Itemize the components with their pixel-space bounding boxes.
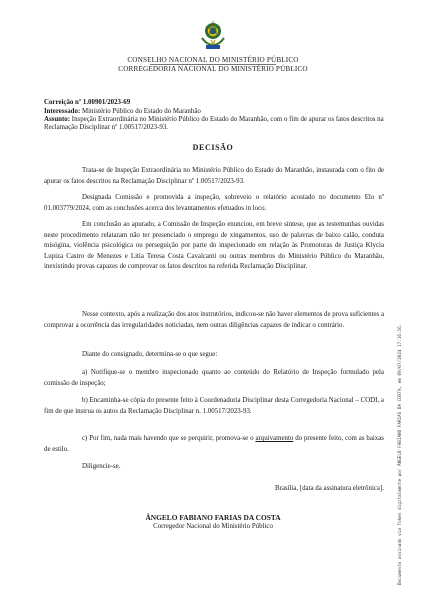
- organization-subunit: CORREGEDORIA NACIONAL DO MINISTÉRIO PÚBLICO: [118, 65, 308, 73]
- paragraph-context: Nesse contexto, após a realização dos atos instrutórios, indicou-se não haver elementos de prova suficientes a comprovar a ocorrência das irregularidades noticiadas, nem outras diligências capazes de indicar o contrário.: [44, 311, 384, 329]
- document-title: DECISÃO: [192, 143, 234, 152]
- interested-party: Interessado: Ministério Público do Estado do Maranhão: [44, 108, 201, 115]
- archiving-term: arquivamento: [255, 435, 294, 442]
- place-date: Brasília, [data da assinatura eletrônica].: [274, 485, 384, 492]
- paragraph-commission: Designada Comissão e promovida a inspeção, sobreveio o relatório acostado no documento Elo nº 01.003779/2024, com as conclusões acerca dos levantamentos efetuados in loco.: [44, 194, 384, 212]
- signatory-name: ÂNGELO FABIANO FARIAS DA COSTA: [145, 513, 281, 522]
- case-number: Correição nº 1.00901/2023-69: [44, 99, 131, 106]
- coat-of-arms-icon: [198, 18, 228, 52]
- digital-signature-note: Documento assinado via Token digitalmente por ÂNGELO FABIANO FARIAS DA COSTA, em 09/07/2024 17:16:16.: [398, 323, 403, 585]
- item-b: b) Encaminha-se cópia do presente feito à Coordenadoria Disciplinar desta Corregedoria Nacional – CODI, a fim de que instrua os autos da Reclamação Disciplinar n. 1.00517/2023-93.: [44, 397, 384, 415]
- subject: Assunto: Inspeção Extraordinária no Ministério Público do Estado do Maranhão, com o fim de apurar os fatos descritos na Reclamação Disciplinar nº 1.00517/2023-93.: [44, 116, 384, 132]
- organization-name: CONSELHO NACIONAL DO MINISTÉRIO PÚBLICO: [127, 56, 299, 64]
- paragraph-conclusion: Em conclusão ao apurado, a Comissão de Inspeção enunciou, em breve síntese, que as testemunhas ouvidas neste procedimento relataram não ter presenciado o emprego de xingamentos, uso de palavras de baixo calão, conduta misógina, violência psicológica ou perseguição por parte do inspecionado em relação às Promotoras de Justiça Klycia Lupiza Castro de Menezes e Litia Teresa Costa Cavalcanti ou outras membros do Ministério Público do Maranhão, inexistindo provas capazes de comprovar os fatos descritos na referida Reclamação Disciplinar.: [44, 221, 384, 271]
- closing-line: Diligencie-se.: [82, 463, 121, 470]
- paragraph-intro: Trata-se de Inspeção Extraordinária no Ministério Público do Estado do Maranhão, instaurada com o fito de apurar os fatos descritos na Reclamação Disciplinar nº 1.00517/2023-93.: [44, 167, 384, 185]
- item-a: a) Notifique-se o membro inspecionado quanto ao conteúdo do Relatório de Inspeção formulado pela comissão de inspeção;: [44, 369, 384, 387]
- signatory-role: Corregedor Nacional do Ministério Público: [153, 523, 273, 530]
- paragraph-determination: Diante do consignado, determina-se o que segue:: [82, 351, 218, 358]
- item-c: c) Por fim, nada mais havendo que se perquirir, promova-se o arquivamento do presente feito, com as baixas de estilo.: [44, 435, 384, 453]
